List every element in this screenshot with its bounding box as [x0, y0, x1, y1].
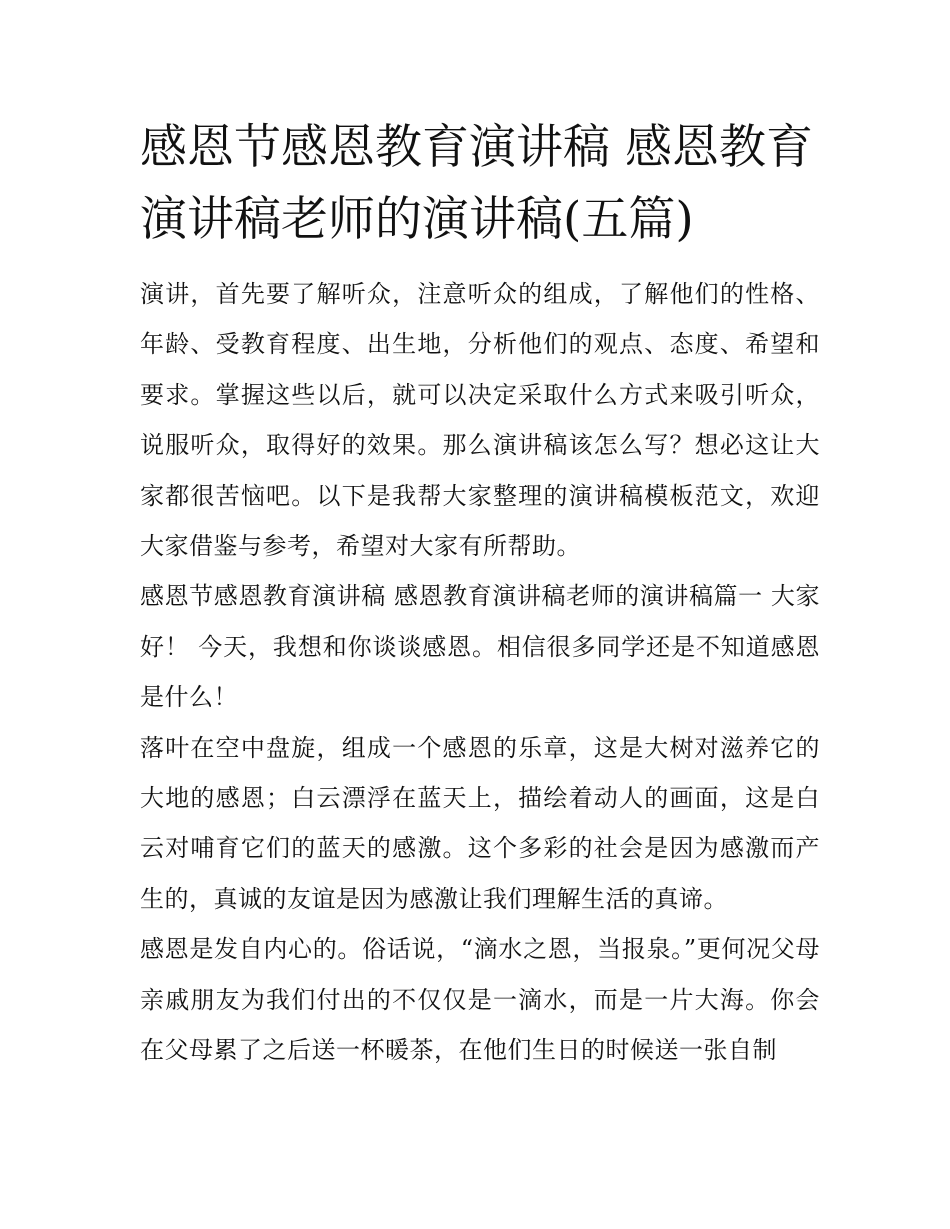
document-body: [140, 269, 820, 1076]
paragraph-greeting: 感恩节感恩教育演讲稿 感恩教育演讲稿老师的演讲稿篇一 大家好！ 今天，我想和你谈谈感恩。相信很多同学还是不知道感恩是什么！: [140, 582, 820, 712]
document-title: 感恩节感恩教育演讲稿 感恩教育演讲稿老师的演讲稿(五篇): [140, 120, 813, 247]
paragraph-intro: 演讲，首先要了解听众，注意听众的组成，了解他们的性格、年龄、受教育程度、出生地，分析他们的观点、态度、希望和要求。掌握这些以后，就可以决定采取什么方式来吸引听众，说服听众，取得好的效果。那么演讲稿该怎么写？想必这让大家都很苦恼吧。以下是我帮大家整理的演讲稿模板范文，欢迎大家借鉴与参考，希望对大家有所帮助。: [140, 280, 820, 561]
paragraph-leaves: 落叶在空中盘旋，组成一个感恩的乐章，这是大树对滋养它的大地的感恩；白云漂浮在蓝天上，描绘着动人的画面，这是白云对哺育它们的蓝天的感激。这个多彩的社会是因为感激而产生的，真诚的友谊是因为感激让我们理解生活的真谛。: [140, 733, 820, 913]
paragraph-gratitude: 感恩是发自内心的。俗话说，“滴水之恩，当报泉。”更何况父母亲戚朋友为我们付出的不仅仅是一滴水，而是一片大海。你会在父母累了之后送一杯暖茶，在他们生日的时候送一张自制: [140, 935, 820, 1065]
